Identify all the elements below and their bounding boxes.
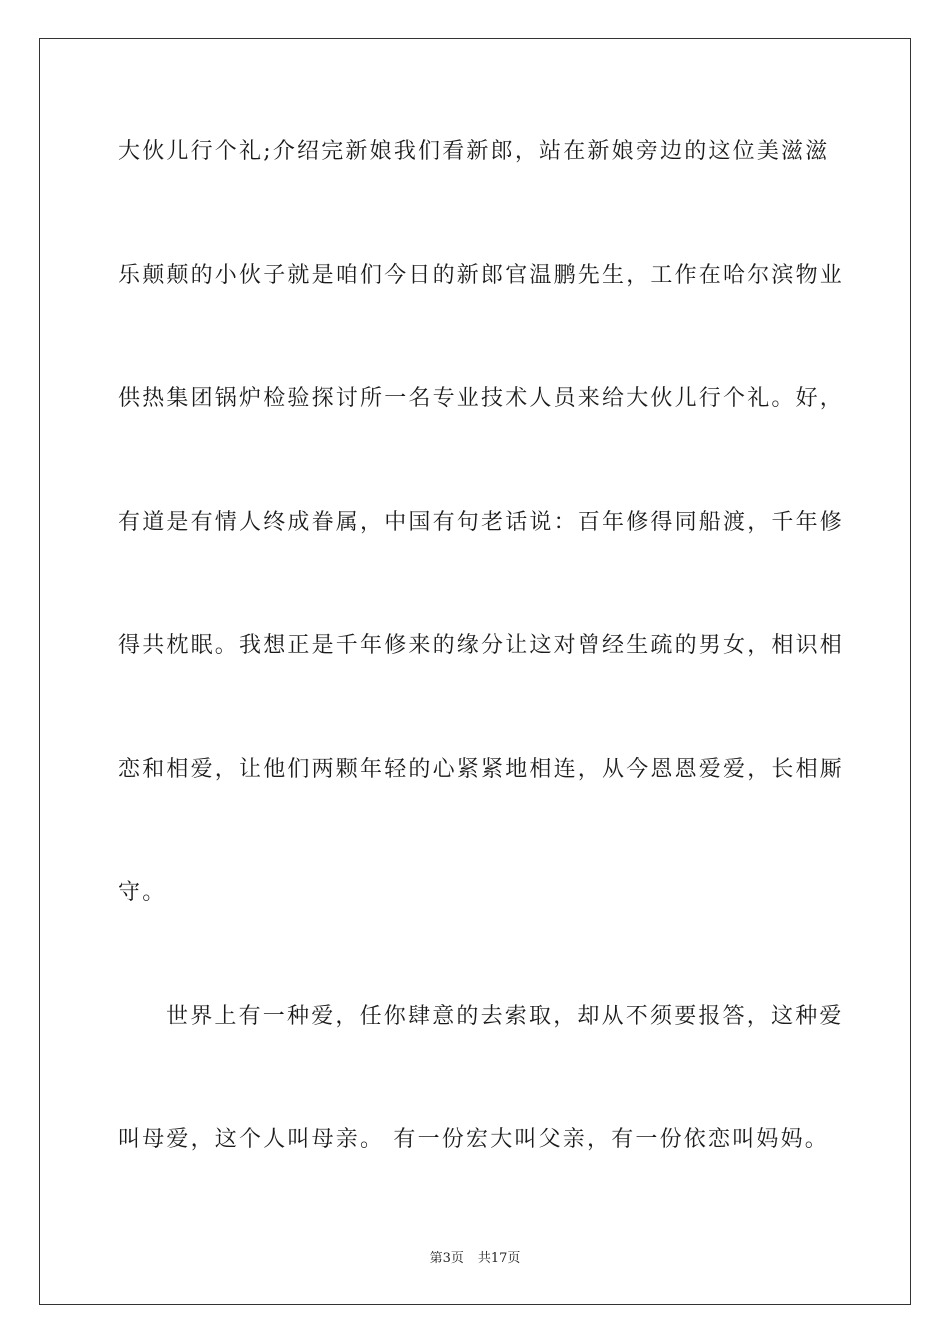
text-line: 乐颠颠的小伙子就是咱们今日的新郎官温鹏先生，工作在哈尔滨物业 bbox=[118, 262, 845, 288]
page-number: 第3页 bbox=[429, 1251, 464, 1266]
body-text bbox=[118, 126, 845, 1238]
paragraph-start-line: 世界上有一种爱，任你肆意的去索取，却从不须要报答，这种爱 bbox=[166, 1003, 844, 1029]
text-line: 大伙儿行个礼;介绍完新娘我们看新郎，站在新娘旁边的这位美滋滋 bbox=[118, 139, 830, 164]
text-line: 得共枕眠。我想正是千年修来的缘分让这对曾经生疏的男女，相识相 bbox=[118, 633, 845, 658]
text-line: 守。 bbox=[118, 880, 167, 905]
text-line: 供热集团锅炉检验探讨所一名专业技术人员来给大伙儿行个礼。好， bbox=[118, 386, 845, 411]
text-line: 叫母爱，这个人叫母亲。 有一份宏大叫父亲，有一份依恋叫妈妈。 bbox=[118, 1127, 829, 1152]
page-footer bbox=[0, 1247, 950, 1266]
text-line: 恋和相爱，让他们两颗年轻的心紧紧地相连，从今恩恩爱爱，长相厮 bbox=[118, 756, 845, 782]
text-line: 有道是有情人终成眷属，中国有句老话说：百年修得同船渡，千年修 bbox=[118, 509, 845, 535]
page-total: 共17页 bbox=[477, 1251, 521, 1266]
